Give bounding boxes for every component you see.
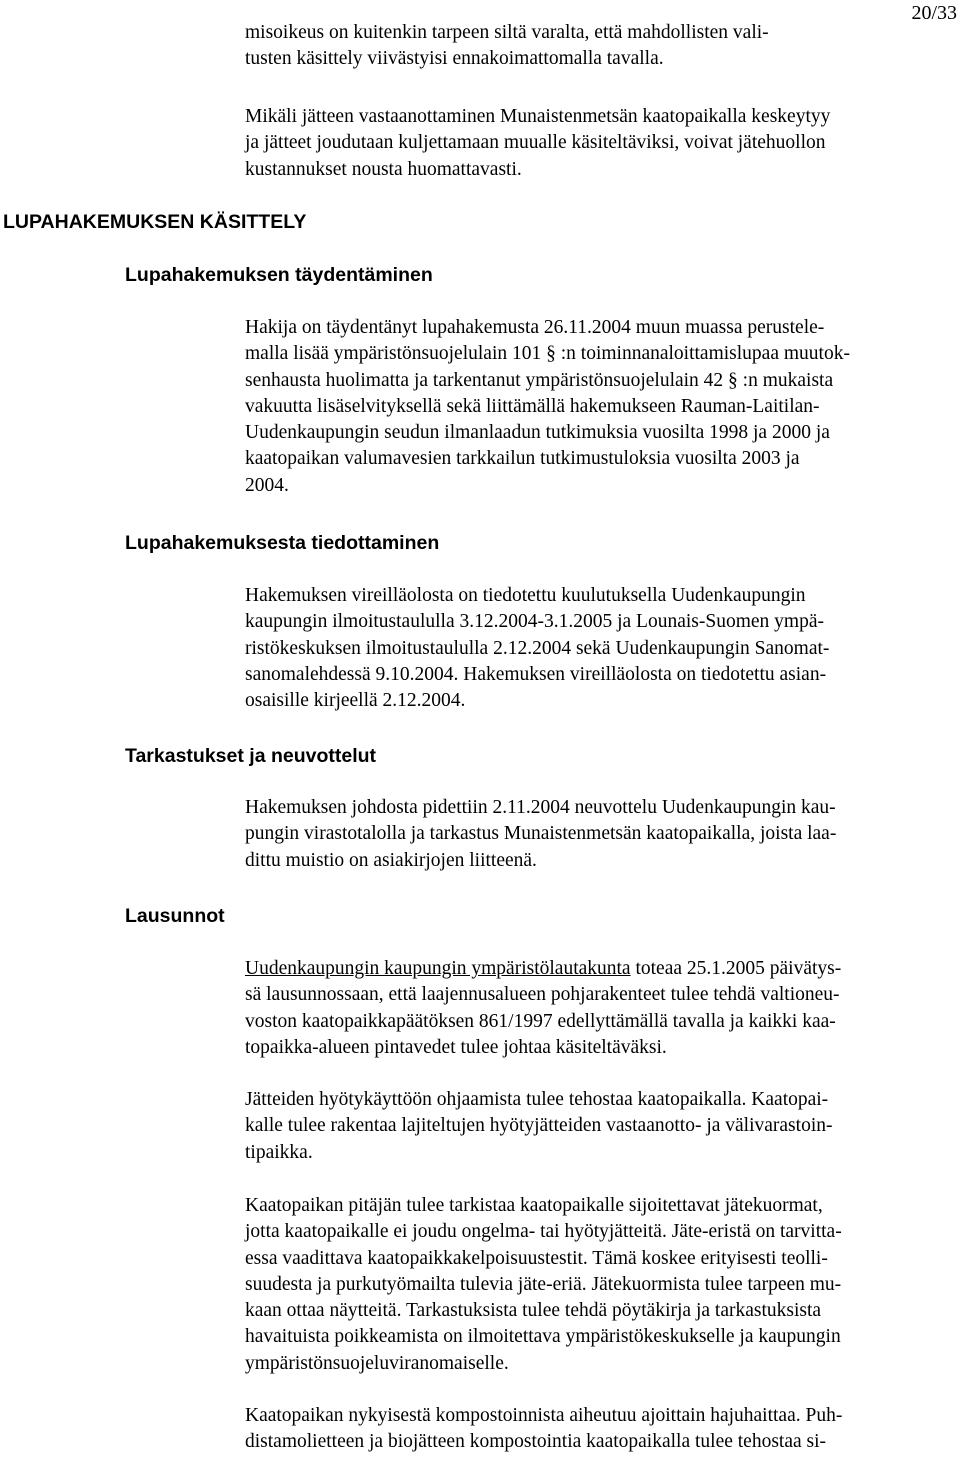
text-line: suudesta ja purkutyömailta tulevia jäte-eriä. Jätekuormista tulee tarpeen mu- [245,1273,842,1295]
text-line: osaisille kirjeellä 2.12.2004. [245,690,466,712]
authority-name: Uudenkaupungin kaupungin ympäristölautakunta [245,958,631,979]
statements-heading: Lausunnot [125,905,225,927]
text-line: voston kaatopaikkapäätöksen 861/1997 edellyttämällä tavalla ja kaikki kaa- [245,1010,836,1032]
text-line: havaituista poikkeamista on ilmoitettava ympäristökeskukselle ja kaupungin [245,1326,841,1348]
text-line: ristökeskuksen ilmoitustaululla 2.12.2004 sekä Uudenkaupungin Sanomat- [245,637,830,659]
text-line: kaan ottaa näytteitä. Tarkastuksista tulee tehdä pöytäkirja ja tarkastuksista [245,1300,822,1322]
inspections-heading: Tarkastukset ja neuvottelut [125,745,377,767]
text-line: sanomalehdessä 9.10.2004. Hakemuksen vireilläolosta on tiedotettu asian- [245,663,827,685]
supplement-paragraph [245,315,957,499]
text-line: sä lausunnossaan, että laajennusalueen pohjarakenteet tulee tehdä valtioneu- [245,984,840,1006]
text-line: kalle tulee rakentaa lajiteltujen hyötyjätteiden vastaanotto- ja välivarastoin- [245,1115,833,1137]
text-line: topaikka-alueen pintavedet tulee johtaa käsiteltäväksi. [245,1036,667,1058]
text-line: Hakemuksen johdosta pidettiin 2.11.2004 neuvottelu Uudenkaupungin kau- [245,797,836,818]
text-line: Hakemuksen vireilläolosta on tiedotettu kuulutuksella Uudenkaupungin [245,585,806,606]
text-line: Kaatopaikan nykyisestä kompostoinnista aiheutuu ajoittain hajuhaittaa. Puh- [245,1405,843,1426]
inspections-paragraph [245,795,957,874]
text-line: ympäristönsuojeluviranomaiselle. [245,1352,509,1374]
text-line: Mikäli jätteen vastaanottaminen Munaistenmetsän kaatopaikalla keskeytyy [245,106,831,127]
text-line: ja jätteet joudutaan kuljettamaan muualle käsiteltäviksi, voivat jätehuollon [245,132,826,154]
text-line: essa vaadittava kaatopaikkakelpoisuustestit. Tämä koskee erityisesti teolli- [245,1247,828,1269]
text-line: distamolietteen ja biojätteen kompostointia kaatopaikalla tulee tehostaa si- [245,1431,827,1453]
text-line: senhausta huolimatta ja tarkentanut ympäristönsuojelulain 42 § :n mukaista [245,369,834,391]
text-line: 2004. [245,474,289,496]
section-title: LUPAHAKEMUKSEN KÄSITTELY [3,211,307,233]
text-line: malla lisää ympäristönsuojelulain 101 § :n toiminnanaloittamislupaa muutok- [245,343,850,365]
text-line: dittu muistio on asiakirjojen liitteenä. [245,849,537,871]
statements-paragraph-3 [245,1193,957,1377]
supplement-heading: Lupahakemuksen täydentäminen [125,264,433,286]
text-fragment: toteaa 25.1.2005 päivätys- [630,958,842,979]
text-line: kaatopaikan valumavesien tarkkailun tutkimustuloksia vuosilta 2003 ja [245,448,800,470]
notification-paragraph [245,583,957,714]
text-line: Jätteiden hyötykäyttöön ohjaamista tulee tehostaa kaatopaikalla. Kaatopai- [245,1089,829,1110]
text-line: tusten käsittely viivästyisi ennakoimattomalla tavalla. [245,48,664,70]
waste-paragraph [245,104,957,183]
text-line [245,956,957,982]
intro-paragraph [245,20,957,73]
text-line: Uudenkaupungin seudun ilmanlaadun tutkimuksia vuosilta 1998 ja 2000 ja [245,422,830,444]
notification-heading: Lupahakemuksesta tiedottaminen [125,532,440,554]
statements-paragraph-2 [245,1087,957,1166]
text-line: jotta kaatopaikalle ei joudu ongelma- tai hyötyjätteitä. Jäte-eristä on tarvitta- [245,1221,842,1243]
text-line: vakuutta lisäselvityksellä sekä liittämällä hakemukseen Rauman-Laitilan- [245,395,820,417]
statements-paragraph-4 [245,1403,957,1456]
text-line: Hakija on täydentänyt lupahakemusta 26.11.2004 muun muassa perustele- [245,317,825,338]
text-line: Kaatopaikan pitäjän tulee tarkistaa kaatopaikalle sijoitettavat jätekuormat, [245,1195,823,1216]
page-number: 20/33 [911,2,957,24]
text-line: tipaikka. [245,1141,313,1163]
text-line: misoikeus on kuitenkin tarpeen siltä varalta, että mahdollisten vali- [245,22,769,43]
text-line: pungin virastotalolla ja tarkastus Munaistenmetsän kaatopaikalla, joista laa- [245,823,837,845]
text-line: kaupungin ilmoitustaululla 3.12.2004-3.1.2005 ja Lounais-Suomen ympä- [245,611,824,633]
statements-paragraph-1 [245,956,957,1061]
text-line: kustannukset nousta huomattavasti. [245,158,522,180]
